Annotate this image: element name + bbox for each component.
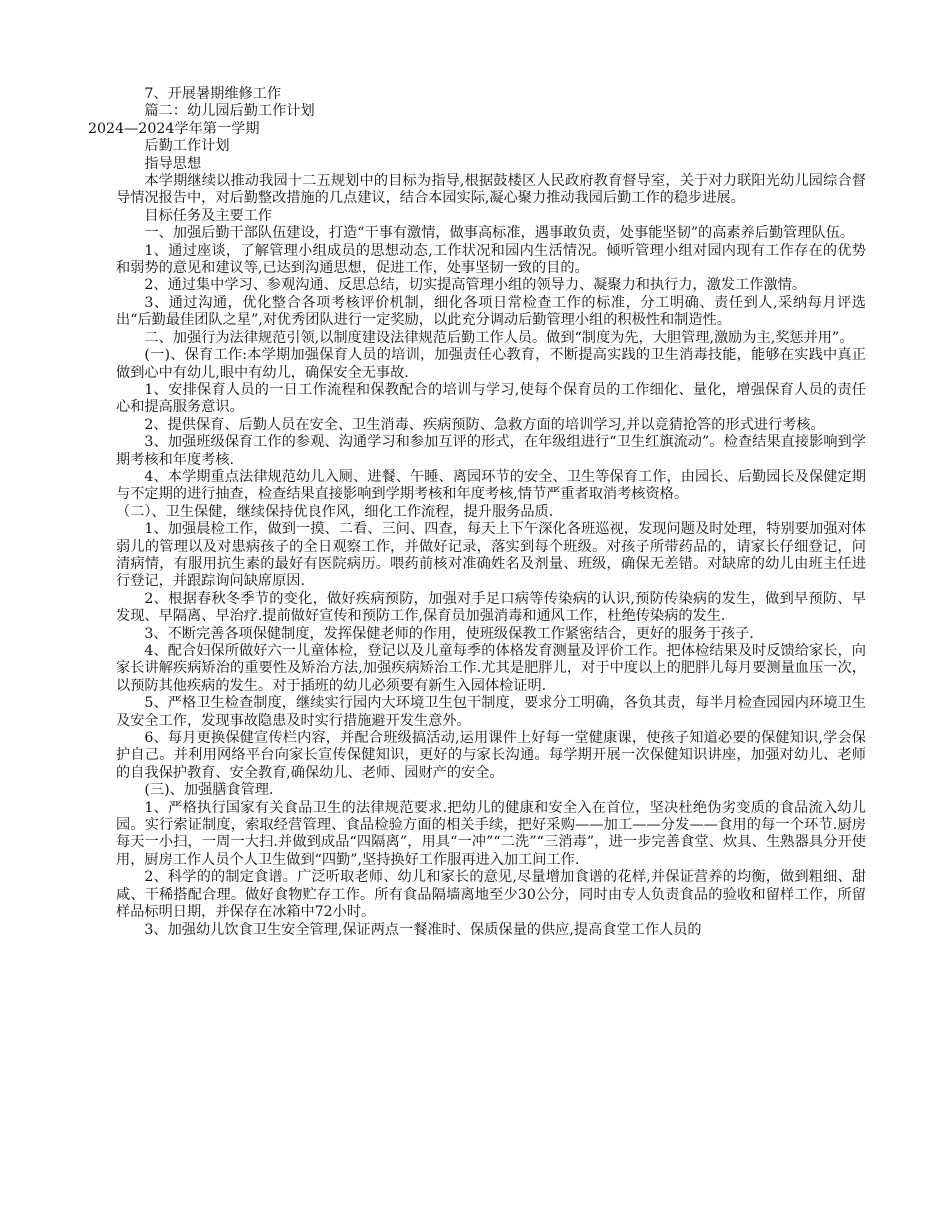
paragraph: 2、通过集中学习、参观沟通、反思总结，切实提高管理小组的领导力、凝聚力和执行力，激发工作激情。 xyxy=(144,277,807,294)
paragraph: （二）、卫生保健，继续保持优良作风，细化工作流程，提升服务品质. xyxy=(116,503,554,520)
paragraph: 4、配合妇保所做好六一儿童体检，登记以及儿童每季的体格发育测量及评价工作。把体检结果及时反馈给家长，向家长讲解疾病矫治的重要性及矫治方法,加强疾病矫治工作.尤其是肥胖儿，对于中度以上的肥胖儿每月要测量血压一次，以预防其他疾病的发生。对于插班的幼儿必须要有新生入园体检证明. xyxy=(116,643,866,694)
paragraph: 目标任务及主要工作 xyxy=(144,207,273,224)
paragraph: 3、不断完善各项保健制度，发挥保健老师的作用，使班级保教工作紧密结合，更好的服务于孩子. xyxy=(144,625,754,642)
paragraph: 二、加强行为法律规范引领,以制度建设法律规范后勤工作人员。做到“制度为先，大胆管理,激励为主,奖惩并用”。 xyxy=(144,329,854,346)
paragraph: 5、严格卫生检查制度，继续实行园内大环境卫生包干制度，要求分工明确，各负其责，每半月检查园园内环境卫生及安全工作，发现事故隐患及时实行措施避开发生意外。 xyxy=(116,695,866,729)
paragraph: 后勤工作计划 xyxy=(144,138,230,155)
paragraph: 本学期继续以推动我园十二五规划中的目标为指导,根据鼓楼区人民政府教育督导室，关于对力联阳光幼儿园综合督导情况报告中，对后勤整改措施的几点建议，结合本园实际,凝心聚力推动我园后勤工作的稳步进展。 xyxy=(116,173,866,207)
paragraph: 一、加强后勤干部队伍建设，打造“干事有激情，做事高标准，遇事敢负责，处事能坚韧”的高素养后勤管理队伍。 xyxy=(144,225,855,242)
paragraph: 指导思想 xyxy=(144,155,202,172)
paragraph: 3、加强班级保育工作的参观、沟通学习和参加互评的形式，在年级组进行“卫生红旗流动”。检查结果直接影响到学期考核和年度考核. xyxy=(116,434,866,468)
paragraph: 2、科学的的制定食谱。广泛听取老师、幼儿和家长的意见,尽量增加食谱的花样,并保证营养的均衡，做到粗细、甜咸、干稀搭配合理。做好食物贮存工作。所有食品隔墙离地至少30公分，同时由专人负责食品的验收和留样工作，所留样品标明日期，并保存在冰箱中72小时。 xyxy=(116,869,866,921)
paragraph: 4、本学期重点法律规范幼儿入厕、进餐、午睡、离园环节的安全、卫生等保育工作，由园长、后勤园长及保健定期与不定期的进行抽查，检查结果直接影响到学期考核和年度考核,情节严重者取消考核资格。 xyxy=(116,468,866,503)
paragraph: (三)、加强膳食管理. xyxy=(144,782,274,799)
paragraph: 1、加强晨检工作，做到一摸、二看、三问、四查，每天上下午深化各班巡视，发现问题及时处理，特别要加强对体弱儿的管理以及对患病孩子的全日观察工作，并做好记录，落实到每个班级。对孩子所带药品的，请家长仔细登记，问清病情，有服用抗生素的最好有医院病历。喂药前核对准确姓名及剂量、班级，确保无差错。对缺席的幼儿由班主任进行登记，并跟踪询问缺席原因. xyxy=(116,521,866,590)
paragraph: 1、严格执行国家有关食品卫生的法律规范要求.把幼儿的健康和安全入在首位，坚决杜绝伪劣变质的食品流入幼儿园。实行索证制度，索取经营管理、食品检验方面的相关手续，把好采购——加工——分发——食用的每一个环节.厨房每天一小扫，一周一大扫.并做到成品“四隔离”，用具“一冲”“二洗”“三消毒”，进一步完善食堂、炊具、生熟器具分开使用，厨房工作人员个人卫生做到“四勤”,坚持换好工作服再进入加工间工作. xyxy=(116,799,866,868)
paragraph: 2、提供保育、后勤人员在安全、卫生消毒、疾病预防、急救方面的培训学习,并以竞猜抢答的形式进行考核。 xyxy=(144,416,825,433)
paragraph: 3、通过沟通，优化整合各项考核评价机制，细化各项日常检查工作的标准，分工明确、责任到人,采纳每月评选出“后勤最佳团队之星”,对优秀团队进行一定奖励，以此充分调动后勤管理小组的积极性和制造性。 xyxy=(116,294,866,329)
paragraph: 篇二：幼儿园后勤工作计划 xyxy=(144,103,315,120)
paragraph: 1、安排保育人员的一日工作流程和保教配合的培训与学习,使每个保育员的工作细化、量化，增强保育人员的责任心和提高服务意识。 xyxy=(116,381,866,416)
paragraph: 3、加强幼儿饮食卫生安全管理,保证两点一餐准时、保质保量的供应,提高食堂工作人员的 xyxy=(144,921,702,938)
paragraph: 2024—2024学年第一学期 xyxy=(88,120,260,137)
paragraph: 7、开展暑期维修工作 xyxy=(144,86,282,102)
paragraph: 2、根据春秋冬季节的变化，做好疾病预防，加强对手足口病等传染病的认识,预防传染病的发生，做到早预防、早发现、早隔离、早治疗.提前做好宣传和预防工作,保育员加强消毒和通风工作，杜绝传染病的发生. xyxy=(116,590,866,625)
paragraph: (一)、保育工作:本学期加强保育人员的培训，加强责任心教育，不断提高实践的卫生消毒技能，能够在实践中真正做到心中有幼儿,眼中有幼儿，确保安全无事故. xyxy=(116,347,866,381)
paragraph: 6、每月更换保健宣传栏内容，并配合班级搞活动,运用课件上好每一堂健康课，使孩子知道必要的保健知识,学会保护自己。并利用网络平台向家长宣传保健知识，更好的与家长沟通。每学期开展一次保健知识讲座，加强对幼儿、老师的自我保护教育、安全教育,确保幼儿、老师、园财产的安全。 xyxy=(116,730,866,781)
paragraph: 1、通过座谈，了解管理小组成员的思想动态,工作状况和园内生活情况。倾听管理小组对园内现有工作存在的优势和弱势的意见和建议等,已达到沟通思想，促进工作，处事坚韧一致的目的。 xyxy=(116,242,866,277)
